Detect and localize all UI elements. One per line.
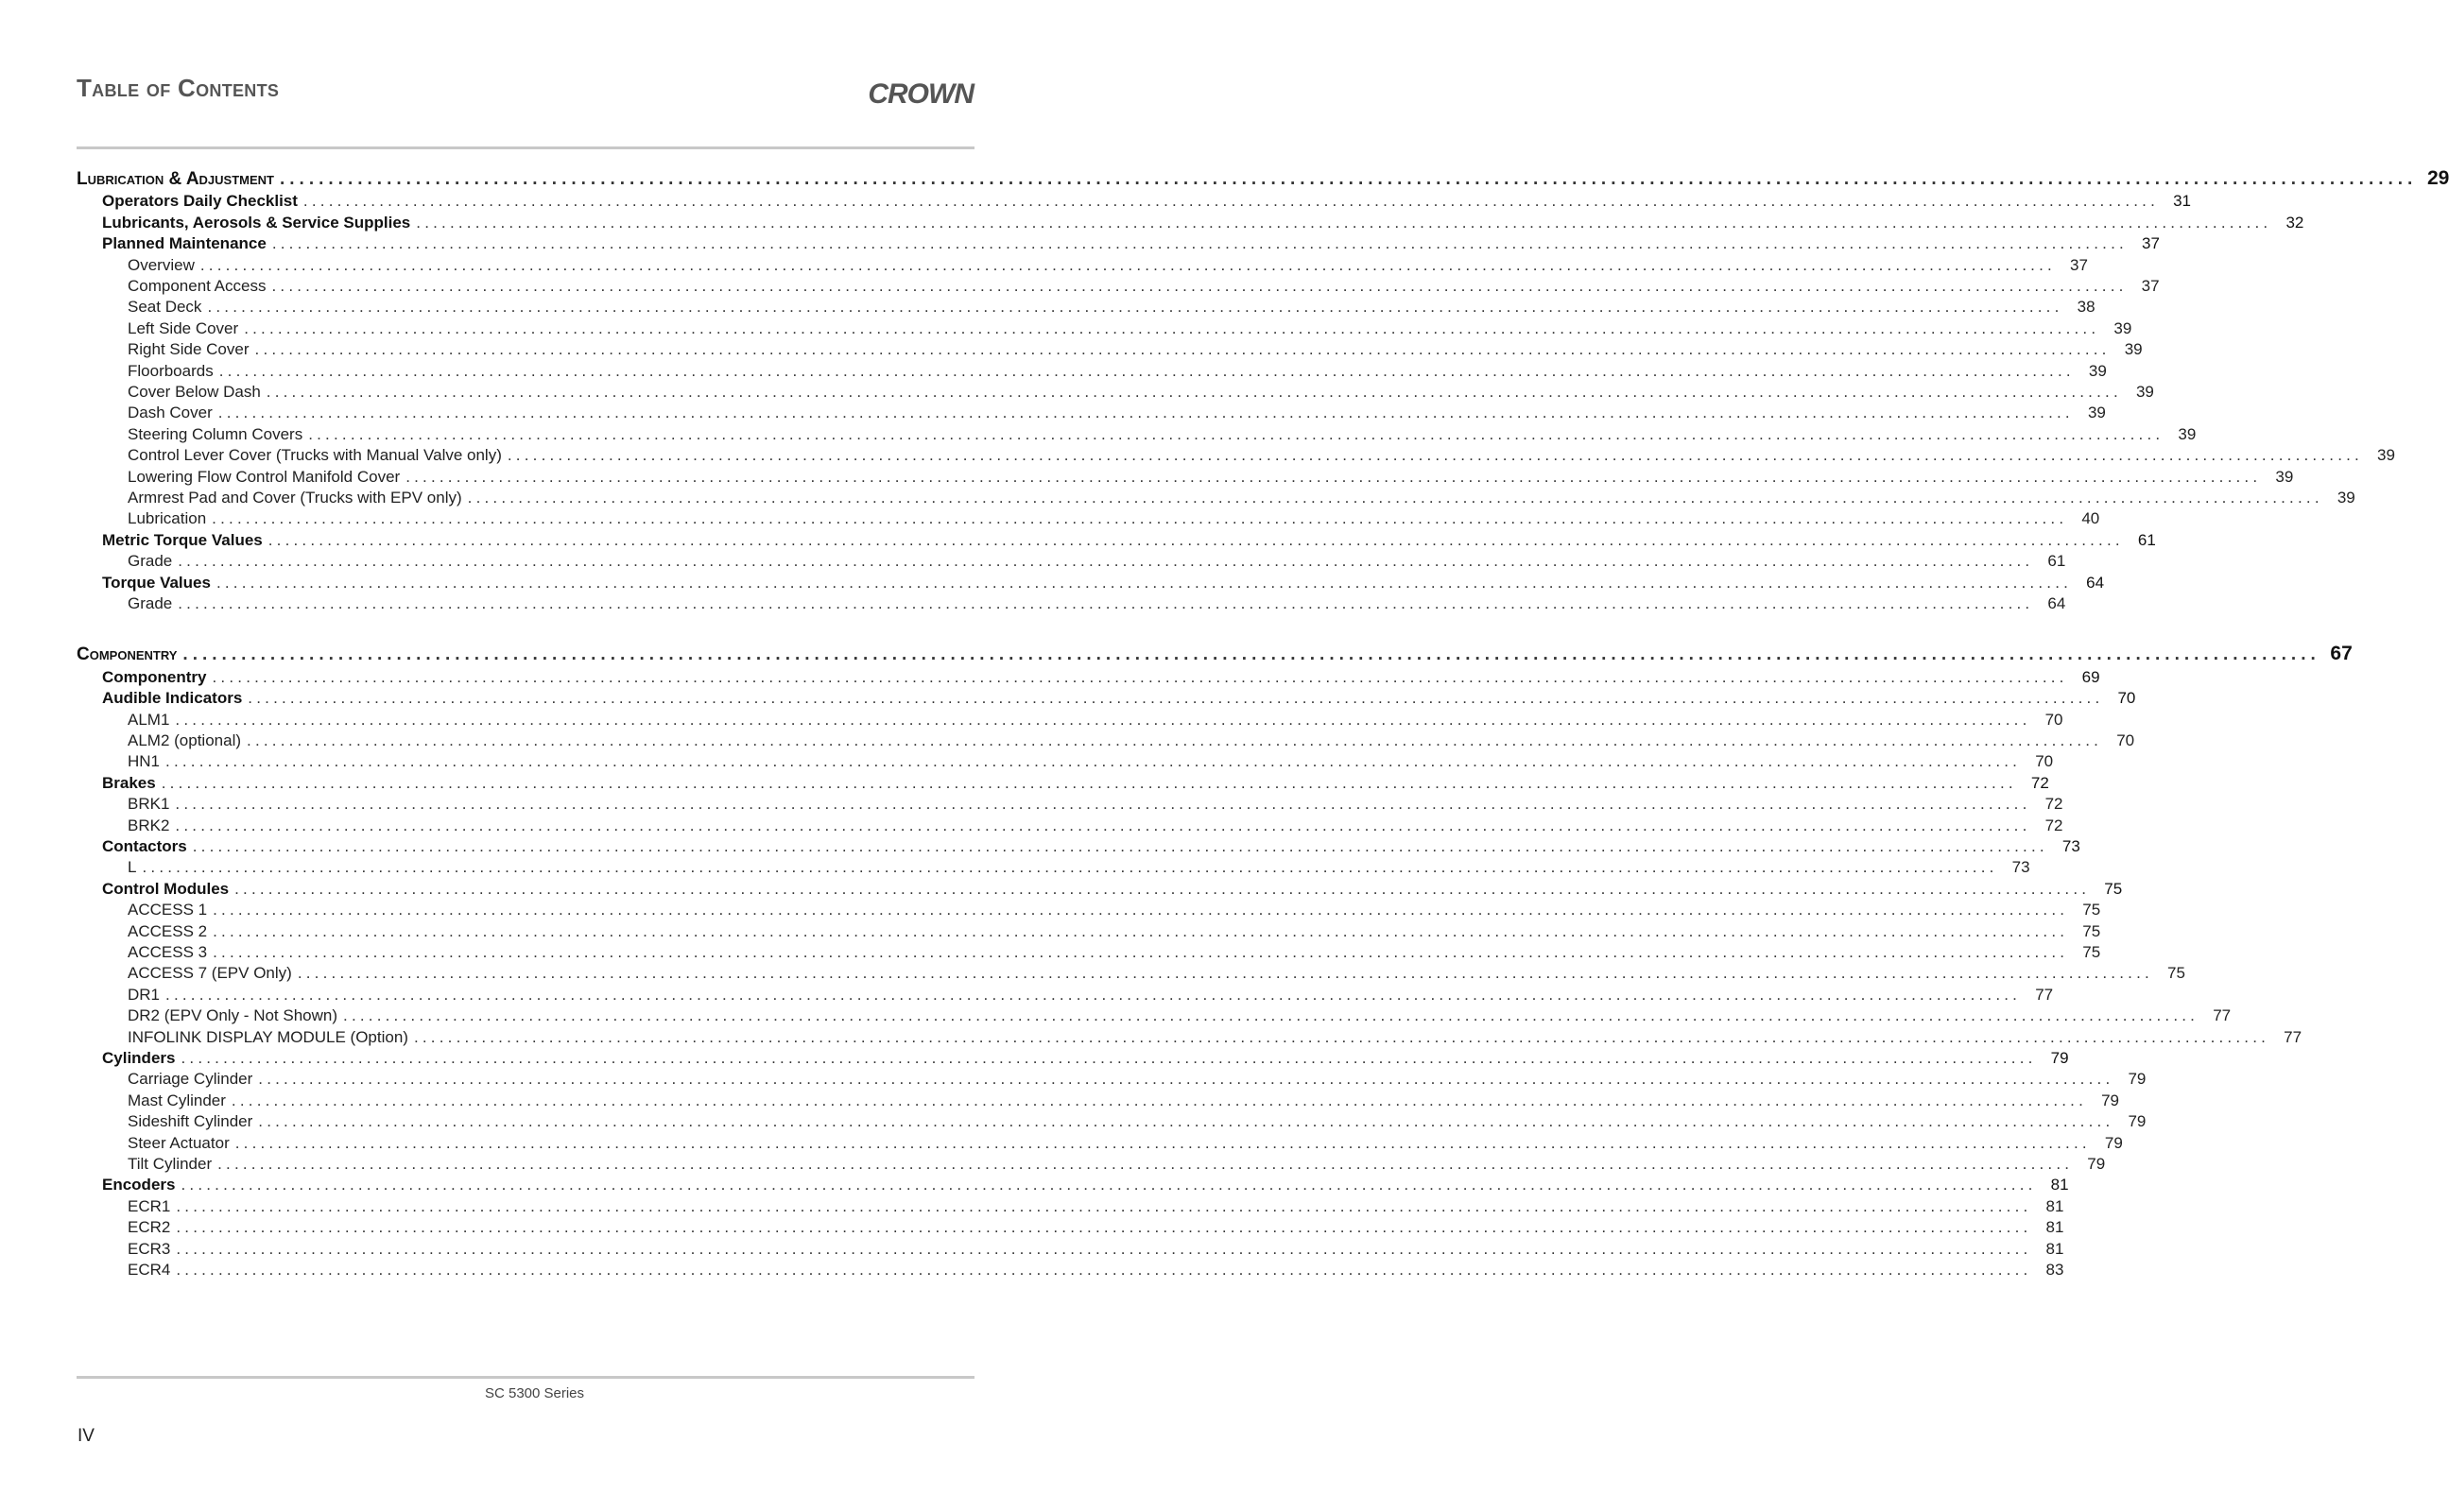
toc-entry-page-number: 70: [2116, 731, 2135, 749]
toc-entry-label: Component Access: [128, 277, 267, 295]
dot-leader: ............................................................................................................................................................................................................................: [181, 1176, 2037, 1194]
toc-entry-label: Grade: [128, 552, 173, 571]
toc-entry-label: Componentry: [102, 667, 207, 686]
toc-entry-page-number: 39: [2135, 383, 2154, 401]
toc-entry-label: HN1: [128, 752, 161, 771]
crown-logo: CROWN: [868, 78, 974, 110]
toc-entry-page-number: 83: [2045, 1261, 2064, 1279]
toc-entry[interactable]: [102, 1174, 2069, 1195]
toc-entry[interactable]: [128, 1005, 2232, 1026]
toc-entry-label: DR2 (EPV Only - Not Shown): [128, 1006, 338, 1025]
toc-entry-label: ACCESS 3: [128, 943, 208, 961]
toc-entry-page-number: 37: [2142, 234, 2160, 253]
toc-entry-page-number: 72: [2044, 816, 2063, 834]
toc-entry-label: ECR4: [128, 1261, 171, 1279]
toc-entry-page-number: 40: [2081, 509, 2100, 528]
toc-entry-label: Control Lever Cover (Trucks with Manual Valve only): [128, 446, 502, 465]
toc-entry[interactable]: [128, 920, 2101, 942]
toc-entry-label: Steer Actuator: [128, 1133, 230, 1152]
toc-entry[interactable]: [128, 1216, 2064, 1238]
toc-entry-page-number: 39: [2337, 489, 2355, 507]
dot-leader: ............................................................................................................................................................................................................................: [192, 837, 2048, 855]
toc-entry[interactable]: [128, 856, 2030, 878]
toc-entry-page-number: 64: [2086, 573, 2105, 592]
toc-entry-label: Seat Deck: [128, 298, 202, 317]
dot-leader: ............................................................................................................................................................................................................................: [216, 573, 2073, 592]
dot-leader: ............................................................................................................................................................................................................................: [271, 234, 2128, 253]
toc-entry[interactable]: [128, 423, 2197, 445]
dot-leader: ............................................................................................................................................................................................................................: [248, 689, 2104, 708]
dot-leader: ............................................................................................................................................................................................................................: [308, 424, 2164, 443]
dot-leader: ............................................................................................................................................................................................................................: [267, 530, 2124, 549]
toc-entry-label: Lubrication & Adjustment: [77, 169, 274, 189]
dot-leader: ............................................................................................................................................................................................................................: [178, 552, 2034, 571]
toc-entry[interactable]: [102, 835, 2080, 857]
dot-leader: ............................................................................................................................................................................................................................: [181, 1049, 2037, 1067]
toc-entry-label: Right Side Cover: [128, 340, 250, 359]
toc-entry-label: Encoders: [102, 1176, 176, 1194]
dot-leader: ............................................................................................................................................................................................................................: [178, 594, 2034, 612]
toc-entry-label: ALM1: [128, 710, 170, 729]
dot-leader: ............................................................................................................................................................................................................................: [280, 169, 2418, 189]
dot-leader: ............................................................................................................................................................................................................................: [165, 752, 2022, 771]
toc-entry[interactable]: [128, 815, 2063, 836]
toc-entry-label: Cover Below Dash: [128, 383, 261, 401]
toc-entry-label: Dash Cover: [128, 404, 213, 422]
page-title: Table of Contents: [77, 74, 280, 102]
dot-leader: ............................................................................................................................................................................................................................: [343, 1006, 2199, 1025]
toc-entry[interactable]: [128, 1259, 2064, 1280]
toc-entry-label: Operators Daily Checklist: [102, 192, 298, 211]
toc-entry[interactable]: [102, 772, 2049, 794]
toc-entry-page-number: 79: [2128, 1070, 2147, 1089]
dot-leader: ............................................................................................................................................................................................................................: [212, 509, 2068, 528]
dot-leader: ............................................................................................................................................................................................................................: [199, 255, 2056, 274]
toc-entry-label: ECR3: [128, 1239, 171, 1258]
dot-leader: ............................................................................................................................................................................................................................: [176, 1218, 2032, 1237]
dot-leader: ............................................................................................................................................................................................................................: [175, 816, 2031, 834]
toc-entry-page-number: 39: [2088, 361, 2107, 380]
dot-leader: ............................................................................................................................................................................................................................: [507, 446, 2363, 465]
toc-entry-label: Lubricants, Aerosols & Service Supplies: [102, 213, 411, 232]
toc-entry-label: BRK1: [128, 795, 170, 814]
toc-entry[interactable]: [128, 318, 2132, 339]
dot-leader: ............................................................................................................................................................................................................................: [231, 1091, 2088, 1109]
toc-entry[interactable]: [128, 593, 2066, 614]
toc-entry-label: Contactors: [102, 837, 187, 855]
toc-entry[interactable]: [102, 529, 2156, 551]
toc-entry[interactable]: [128, 730, 2135, 751]
dot-leader: ............................................................................................................................................................................................................................: [244, 318, 2100, 337]
toc-entry[interactable]: [128, 466, 2294, 488]
toc-entry-page-number: 37: [2070, 255, 2088, 274]
toc-entry[interactable]: [128, 487, 2355, 508]
toc-entry[interactable]: [102, 190, 2192, 212]
dot-leader: ............................................................................................................................................................................................................................: [213, 943, 2069, 961]
toc-entry-label: Audible Indicators: [102, 689, 243, 708]
dot-leader: ............................................................................................................................................................................................................................: [213, 921, 2069, 940]
toc-entry[interactable]: [102, 572, 2105, 593]
toc-entry-page-number: 61: [2047, 552, 2066, 571]
dot-leader: ............................................................................................................................................................................................................................: [207, 298, 2063, 317]
toc-entry-page-number: 64: [2047, 594, 2066, 612]
dot-leader: ............................................................................................................................................................................................................................: [234, 1133, 2091, 1152]
dot-leader: ............................................................................................................................................................................................................................: [302, 192, 2160, 211]
toc-entry[interactable]: [128, 984, 2054, 1005]
toc-entry-label: ECR1: [128, 1196, 171, 1215]
toc-entry-page-number: 77: [2213, 1006, 2232, 1025]
dot-leader: ............................................................................................................................................................................................................................: [176, 1261, 2032, 1279]
toc-entry-page-number: 75: [2082, 921, 2101, 940]
toc-entry-page-number: 81: [2045, 1239, 2064, 1258]
dot-leader: ............................................................................................................................................................................................................................: [234, 879, 2091, 898]
toc-entry-label: Carriage Cylinder: [128, 1070, 253, 1089]
toc-entry-page-number: 72: [2030, 773, 2049, 792]
toc-entry-label: ALM2 (optional): [128, 731, 242, 749]
toc-entry-page-number: 79: [2101, 1091, 2120, 1109]
toc-section-heading[interactable]: [77, 167, 2449, 189]
toc-entry-page-number: 39: [2113, 318, 2132, 337]
toc-entry[interactable]: [128, 1132, 2123, 1154]
toc-entry-page-number: 79: [2050, 1049, 2069, 1067]
toc-entry-page-number: 81: [2050, 1176, 2069, 1194]
toc-entry-page-number: 39: [2087, 404, 2106, 422]
toc-section-heading[interactable]: [77, 643, 2353, 665]
toc-entry[interactable]: [102, 212, 2304, 233]
toc-entry-page-number: 75: [2104, 879, 2123, 898]
dot-leader: ............................................................................................................................................................................................................................: [247, 731, 2103, 749]
toc-entry[interactable]: [102, 687, 2136, 709]
dot-leader: ............................................................................................................................................................................................................................: [142, 858, 1998, 877]
toc-entry-label: Sideshift Cylinder: [128, 1112, 253, 1131]
toc-entry-page-number: 29: [2426, 167, 2449, 189]
dot-leader: ............................................................................................................................................................................................................................: [258, 1070, 2114, 1089]
toc-entry-label: Componentry: [77, 644, 178, 665]
toc-entry[interactable]: [102, 878, 2123, 900]
dot-leader: ............................................................................................................................................................................................................................: [413, 1027, 2270, 1046]
toc-entry-page-number: 61: [2137, 530, 2156, 549]
dot-leader: ............................................................................................................................................................................................................................: [254, 340, 2111, 359]
toc-entry-page-number: 77: [2035, 985, 2054, 1004]
toc-entry-page-number: 39: [2275, 467, 2294, 486]
toc-entry[interactable]: [102, 666, 2100, 688]
toc-entry-page-number: 69: [2081, 667, 2100, 686]
toc-entry-page-number: 81: [2045, 1196, 2064, 1215]
toc-entry[interactable]: [128, 381, 2154, 403]
dot-leader: ............................................................................................................................................................................................................................: [175, 710, 2031, 729]
toc-entry-label: DR1: [128, 985, 161, 1004]
toc-entry[interactable]: [128, 1090, 2120, 1111]
toc-entry[interactable]: [128, 1026, 2302, 1048]
dot-leader: ............................................................................................................................................................................................................................: [175, 795, 2031, 814]
toc-entry-page-number: 75: [2082, 943, 2101, 961]
toc-entry-label: Grade: [128, 594, 173, 612]
toc-entry-label: Metric Torque Values: [102, 530, 263, 549]
toc-entry-label: BRK2: [128, 816, 170, 834]
toc-entry[interactable]: [128, 1110, 2147, 1132]
toc-entry[interactable]: [128, 550, 2066, 572]
dot-leader: ............................................................................................................................................................................................................................: [217, 404, 2074, 422]
toc-entry-page-number: 77: [2284, 1027, 2302, 1046]
toc-entry-page-number: 79: [2128, 1112, 2147, 1131]
toc-entry[interactable]: [128, 254, 2088, 276]
toc-entry-label: Torque Values: [102, 573, 211, 592]
toc-entry-label: Steering Column Covers: [128, 424, 303, 443]
toc-entry-label: L: [128, 858, 137, 877]
footer-series: SC 5300 Series: [484, 1385, 585, 1401]
toc-entry-label: ECR2: [128, 1218, 171, 1237]
toc-entry-label: Floorboards: [128, 361, 214, 380]
toc-entry[interactable]: [128, 709, 2063, 730]
page-number: IV: [78, 1426, 95, 1446]
toc-entry-label: Control Modules: [102, 879, 230, 898]
toc-entry-label: ACCESS 1: [128, 901, 208, 919]
toc-entry-label: Brakes: [102, 773, 156, 792]
toc-entry-page-number: 39: [2124, 340, 2143, 359]
toc-entry-page-number: 79: [2087, 1155, 2106, 1173]
toc-entry[interactable]: [128, 1153, 2106, 1175]
toc-entry-page-number: 79: [2104, 1133, 2123, 1152]
dot-leader: ............................................................................................................................................................................................................................: [217, 1155, 2074, 1173]
dot-leader: ............................................................................................................................................................................................................................: [212, 667, 2068, 686]
toc-entry[interactable]: [128, 1238, 2064, 1260]
toc-entry[interactable]: [128, 750, 2054, 772]
toc-entry-page-number: 75: [2082, 901, 2101, 919]
toc-entry-label: Mast Cylinder: [128, 1091, 226, 1109]
toc-entry[interactable]: [128, 1068, 2147, 1090]
toc-entry-page-number: 32: [2285, 213, 2304, 232]
footer-divider: [77, 1376, 974, 1379]
dot-leader: ............................................................................................................................................................................................................................: [165, 985, 2022, 1004]
dot-leader: ............................................................................................................................................................................................................................: [218, 361, 2075, 380]
toc-entry[interactable]: [128, 360, 2107, 382]
toc-entry[interactable]: [128, 793, 2063, 815]
toc-entry[interactable]: [128, 338, 2143, 360]
toc-entry-page-number: 67: [2330, 643, 2353, 665]
toc-entry-page-number: 81: [2045, 1218, 2064, 1237]
toc-entry-label: Overview: [128, 255, 195, 274]
dot-leader: ............................................................................................................................................................................................................................: [467, 489, 2323, 507]
dot-leader: ............................................................................................................................................................................................................................: [182, 644, 2320, 665]
toc-entry-label: Lubrication: [128, 509, 207, 528]
toc-entry[interactable]: [128, 507, 2100, 529]
toc-entry[interactable]: [128, 275, 2160, 297]
toc-entry-page-number: 31: [2173, 192, 2192, 211]
toc-entry[interactable]: [128, 444, 2395, 466]
dot-leader: ............................................................................................................................................................................................................................: [213, 901, 2069, 919]
dot-leader: ............................................................................................................................................................................................................................: [271, 277, 2128, 295]
toc-entry-label: Cylinders: [102, 1049, 176, 1067]
toc-entry-page-number: 72: [2044, 795, 2063, 814]
dot-leader: ............................................................................................................................................................................................................................: [266, 383, 2122, 401]
toc-entry[interactable]: [102, 1047, 2069, 1069]
dot-leader: ............................................................................................................................................................................................................................: [176, 1196, 2032, 1215]
toc-entry-label: Lowering Flow Control Manifold Cover: [128, 467, 401, 486]
toc-entry-label: ACCESS 2: [128, 921, 208, 940]
toc-entry-page-number: 70: [2044, 710, 2063, 729]
toc-entry-page-number: 73: [2061, 837, 2080, 855]
toc-entry-page-number: 70: [2117, 689, 2136, 708]
toc-entry[interactable]: [128, 962, 2185, 984]
toc-entry[interactable]: [128, 1195, 2064, 1217]
toc-entry[interactable]: [128, 296, 2095, 318]
dot-leader: ............................................................................................................................................................................................................................: [161, 773, 2017, 792]
dot-leader: ............................................................................................................................................................................................................................: [258, 1112, 2114, 1131]
toc-entry-label: Tilt Cylinder: [128, 1155, 213, 1173]
toc-entry[interactable]: [128, 899, 2101, 920]
toc-entry-page-number: 73: [2011, 858, 2030, 877]
toc-entry-page-number: 37: [2141, 277, 2160, 295]
toc-entry-page-number: 75: [2167, 964, 2185, 983]
dot-leader: ............................................................................................................................................................................................................................: [176, 1239, 2032, 1258]
toc-entry[interactable]: [128, 941, 2101, 963]
toc-entry-label: Armrest Pad and Cover (Trucks with EPV only): [128, 489, 462, 507]
toc-entry-page-number: 39: [2178, 424, 2197, 443]
dot-leader: ............................................................................................................................................................................................................................: [405, 467, 2262, 486]
toc-entry-label: ACCESS 7 (EPV Only): [128, 964, 292, 983]
dot-leader: ............................................................................................................................................................................................................................: [297, 964, 2153, 983]
toc-entry-label: Planned Maintenance: [102, 234, 267, 253]
toc-entry-page-number: 70: [2035, 752, 2054, 771]
toc-entry-label: Left Side Cover: [128, 318, 239, 337]
toc-entry[interactable]: [102, 232, 2160, 254]
dot-leader: ............................................................................................................................................................................................................................: [416, 213, 2272, 232]
toc-entry-page-number: 38: [2077, 298, 2095, 317]
toc-entry-page-number: 39: [2377, 446, 2395, 465]
toc-entry-label: INFOLINK DISPLAY MODULE (Option): [128, 1027, 408, 1046]
toc-entry[interactable]: [128, 402, 2106, 423]
